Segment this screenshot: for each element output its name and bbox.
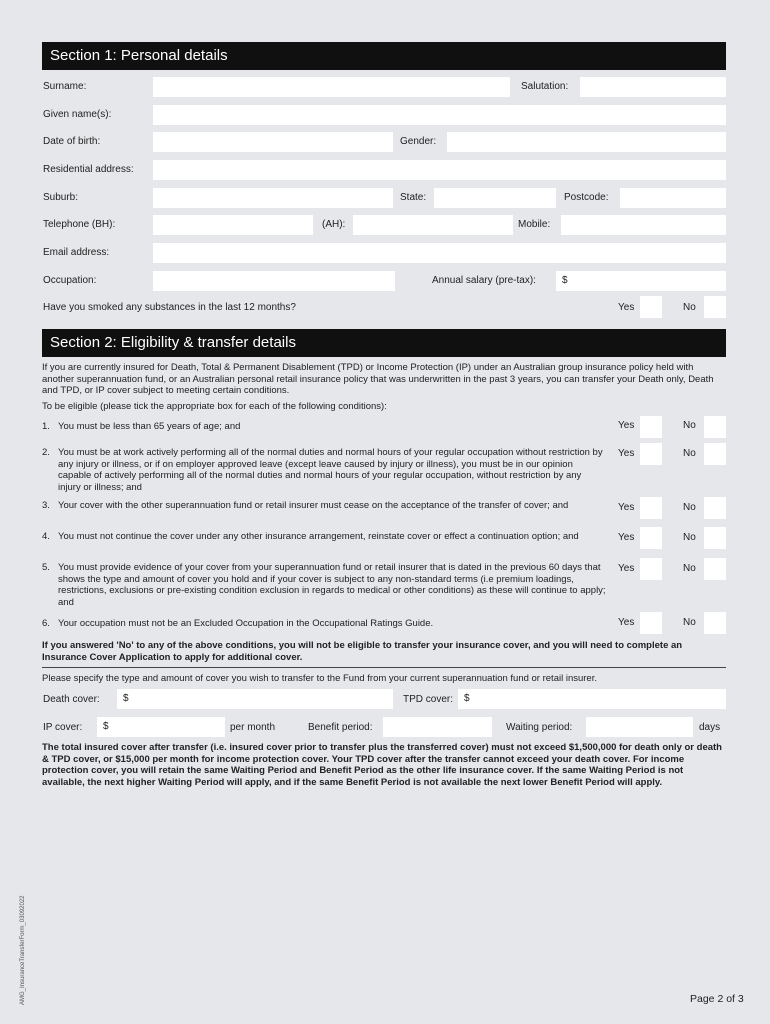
condition-4-no-label: No: [683, 532, 696, 543]
condition-number: 2.: [42, 447, 50, 458]
salary-currency: $: [562, 275, 568, 286]
days-label: days: [699, 722, 721, 733]
condition-3-yes-label: Yes: [618, 502, 635, 513]
address-label: Residential address:: [43, 164, 134, 175]
smoked-no-checkbox[interactable]: [704, 296, 726, 318]
condition-text: Your occupation must not be an Excluded Occupation in the Occupational Ratings Guide.: [58, 618, 434, 629]
address-field[interactable]: [153, 160, 726, 180]
condition-3-yes-checkbox[interactable]: [640, 497, 662, 519]
condition-1-yes-checkbox[interactable]: [640, 416, 662, 438]
condition-number: 3.: [42, 500, 50, 511]
section2-header: [42, 329, 726, 357]
condition-5-yes-label: Yes: [618, 563, 635, 574]
suburb-field[interactable]: [153, 188, 393, 208]
smoked-no-label: No: [683, 302, 696, 313]
ip-cover-label: IP cover:: [43, 722, 83, 733]
condition-text: You must not continue the cover under any other insurance arrangement, reinstate cover or effect a continuation option; and: [58, 531, 579, 542]
gender-label: Gender:: [400, 136, 437, 147]
eligibility-warning: If you answered 'No' to any of the above conditions, you will not be eligible to transfer your insurance cover, and you will need to complete an Insurance Cover Application to apply for additional cover.: [42, 640, 683, 663]
death-cover-currency: $: [123, 693, 129, 704]
postcode-label: Postcode:: [564, 192, 609, 203]
form-code: AMG_InsuranceTransferForm_03092022: [20, 895, 26, 1005]
dob-label: Date of birth:: [43, 136, 101, 147]
condition-text: Your cover with the other superannuation fund or retail insurer must cease on the acceptance of the transfer of cover; and: [58, 500, 569, 511]
salutation-field[interactable]: [580, 77, 726, 97]
tpd-cover-currency: $: [464, 693, 470, 704]
ip-cover-currency: $: [103, 721, 109, 732]
postcode-field[interactable]: [620, 188, 726, 208]
condition-3-no-checkbox[interactable]: [704, 497, 726, 519]
surname-label: Surname:: [43, 81, 87, 92]
salary-field[interactable]: [556, 271, 726, 291]
gender-field[interactable]: [447, 132, 726, 152]
email-field[interactable]: [153, 243, 726, 263]
benefit-period-field[interactable]: [383, 717, 492, 737]
cover-instruction: Please specify the type and amount of cover you wish to transfer to the Fund from your current superannuation fund or retail insurer.: [42, 673, 597, 684]
condition-2-no-checkbox[interactable]: [704, 443, 726, 465]
condition-6-yes-checkbox[interactable]: [640, 612, 662, 634]
mobile-field[interactable]: [561, 215, 726, 235]
given-names-field[interactable]: [153, 105, 726, 125]
condition-4-yes-label: Yes: [618, 532, 635, 543]
total-cover-note: The total insured cover after transfer (i.e. insured cover prior to transfer plus the transferred cover) must not exceed $1,500,000 for death only or death & TPD cover, or $15,000 per month for income protection cover. Your TPD cover after the transfer cannot exceed your death cover. For income protection cover, you will retain the same Waiting Period and Benefit Period as the other life insurance cover. If the same Waiting Period is not available, the next higher Waiting Period will apply, and if the same Benefit Period is not available the next lower Benefit Period will apply.: [42, 742, 722, 788]
dob-field[interactable]: [153, 132, 393, 152]
condition-5-no-checkbox[interactable]: [704, 558, 726, 580]
condition-text: You must provide evidence of your cover from your superannuation fund or retail insurer that is dated in the previous 60 days that shows the type and amount of cover you hold and if your cover is subject to any non-standard terms (i.e premium loadings, restrictions, exclusions or pre-existing condition exclusion in regards to medical or other conditions) as these will continue to apply; and: [58, 562, 606, 608]
condition-2-no-label: No: [683, 448, 696, 459]
suburb-label: Suburb:: [43, 192, 79, 203]
state-field[interactable]: [434, 188, 556, 208]
telephone-bh-label: Telephone (BH):: [43, 219, 116, 230]
smoked-yes-label: Yes: [618, 302, 635, 313]
condition-2-yes-checkbox[interactable]: [640, 443, 662, 465]
divider: [42, 667, 726, 668]
condition-text: You must be less than 65 years of age; and: [58, 421, 241, 432]
condition-4-yes-checkbox[interactable]: [640, 527, 662, 549]
death-cover-field[interactable]: [117, 689, 393, 709]
salutation-label: Salutation:: [521, 81, 569, 92]
salary-label: Annual salary (pre-tax):: [432, 275, 536, 286]
death-cover-label: Death cover:: [43, 694, 100, 705]
condition-number: 5.: [42, 562, 50, 573]
telephone-bh-field[interactable]: [153, 215, 313, 235]
condition-text: You must be at work actively performing all of the normal duties and normal hours of your regular occupation without restriction by any injury or illness, or if on employer approved leave (except leave caused by injury or illness), you must be in our opinion capable of actively performing all of the normal duties and normal hours of your regular occupation, without restriction by any injury or illness; and: [58, 447, 603, 493]
email-label: Email address:: [43, 247, 110, 258]
eligibility-instruction: To be eligible (please tick the appropriate box for each of the following conditions):: [42, 401, 387, 412]
mobile-label: Mobile:: [518, 219, 551, 230]
per-month-label: per month: [230, 722, 276, 733]
ip-cover-field[interactable]: [97, 717, 225, 737]
waiting-period-label: Waiting period:: [506, 722, 573, 733]
condition-5-no-label: No: [683, 563, 696, 574]
condition-6-yes-label: Yes: [618, 617, 635, 628]
page-number: Page 2 of 3: [690, 993, 744, 1005]
section2-title: Section 2: Eligibility & transfer details: [50, 334, 296, 351]
smoked-question: Have you smoked any substances in the last 12 months?: [43, 302, 296, 313]
telephone-ah-field[interactable]: [353, 215, 513, 235]
condition-number: 6.: [42, 618, 50, 629]
state-label: State:: [400, 192, 427, 203]
smoked-yes-checkbox[interactable]: [640, 296, 662, 318]
condition-3-no-label: No: [683, 502, 696, 513]
condition-5-yes-checkbox[interactable]: [640, 558, 662, 580]
condition-4-no-checkbox[interactable]: [704, 527, 726, 549]
telephone-ah-label: (AH):: [322, 219, 346, 230]
occupation-field[interactable]: [153, 271, 395, 291]
condition-number: 1.: [42, 421, 50, 432]
benefit-period-label: Benefit period:: [308, 722, 373, 733]
condition-1-no-label: No: [683, 420, 696, 431]
condition-number: 4.: [42, 531, 50, 542]
eligibility-intro: If you are currently insured for Death, Total & Permanent Disablement (TPD) or Income Protection (IP) under an Australian group insurance policy held with another superannuation fund, or an Australian personal retail insurance policy that was underwritten in the past 3 years, you can transfer your Death only, Death and TPD, or IP cover subject to meeting certain conditions.: [42, 362, 714, 397]
surname-field[interactable]: [153, 77, 510, 97]
section1-header: [42, 42, 726, 70]
condition-1-yes-label: Yes: [618, 420, 635, 431]
condition-6-no-checkbox[interactable]: [704, 612, 726, 634]
given-names-label: Given name(s):: [43, 109, 112, 120]
condition-6-no-label: No: [683, 617, 696, 628]
condition-2-yes-label: Yes: [618, 448, 635, 459]
tpd-cover-label: TPD cover:: [403, 694, 454, 705]
tpd-cover-field[interactable]: [458, 689, 726, 709]
condition-1-no-checkbox[interactable]: [704, 416, 726, 438]
waiting-period-field[interactable]: [586, 717, 693, 737]
occupation-label: Occupation:: [43, 275, 97, 286]
section1-title: Section 1: Personal details: [50, 47, 228, 64]
